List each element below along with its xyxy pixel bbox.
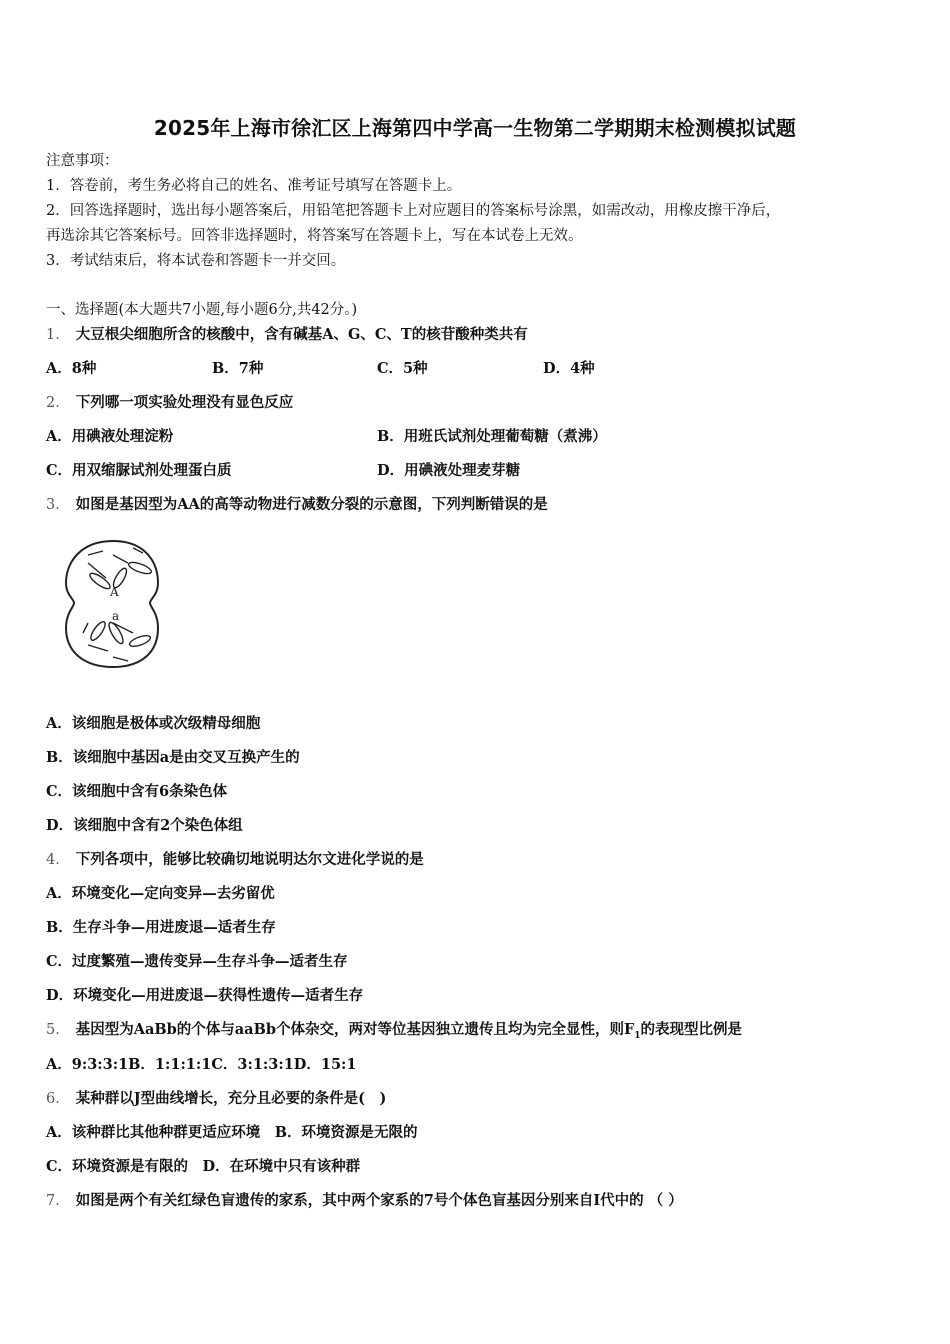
question-text: 如图是基因型为AA的高等动物进行减数分裂的示意图，下列判断错误的是 <box>75 496 548 513</box>
question-number: 6． <box>46 1091 70 1107</box>
notice-item-3: 3．考试结束后，将本试卷和答题卡一并交回。 <box>46 253 346 269</box>
upper-chromosomes <box>88 548 153 591</box>
meiosis-cell-diagram <box>58 533 168 673</box>
notice-item-2a: 2．回答选择题时，选出每小题答案后，用铅笔把答题卡上对应题目的答案标号涂黑，如需改动，用橡皮擦干净后， <box>46 203 781 219</box>
q3-option-c: C．该细胞中含有6条染色体 <box>46 783 228 800</box>
question-4 <box>46 850 424 870</box>
question-text: 大豆根尖细胞所含的核酸中，含有碱基A、G、C、T的核苷酸种类共有 <box>75 326 528 343</box>
section-heading: 一、选择题(本大题共7小题,每小题6分,共42分。) <box>46 302 358 318</box>
q6-options-ab: A．该种群比其他种群更适应环境 B．环境资源是无限的 <box>46 1124 418 1141</box>
q1-option-b: B．7种 <box>212 360 264 377</box>
question-number: 1． <box>46 327 70 343</box>
question-2 <box>46 393 293 413</box>
q4-option-a: A．环境变化—定向变异—去劣留优 <box>46 885 275 902</box>
q2-option-b: B．用班氏试剂处理葡萄糖（煮沸） <box>377 428 607 445</box>
q2-option-c: C．用双缩脲试剂处理蛋白质 <box>46 462 232 479</box>
gene-label-lower: a <box>112 609 120 623</box>
q1-option-a: A．8种 <box>46 360 97 377</box>
question-number: 2． <box>46 395 70 411</box>
q4-option-b: B．生存斗争—用进废退—适者生存 <box>46 919 276 936</box>
q2-option-a: A．用碘液处理淀粉 <box>46 428 174 445</box>
q1-option-c: C．5种 <box>377 360 428 377</box>
question-text: 如图是两个有关红绿色盲遗传的家系，其中两个家系的7号个体色盲基因分别来自I代中的 （ ） <box>75 1192 683 1209</box>
gene-label-upper: A <box>110 585 119 599</box>
notice-item-2b: 再选涂其它答案标号。回答非选择题时，将答案写在答题卡上，写在本试卷上无效。 <box>46 228 583 244</box>
q3-option-d: D．该细胞中含有2个染色体组 <box>46 817 243 834</box>
question-text: 基因型为AaBb的个体与aaBb个体杂交，两对等位基因独立遗传且均为完全显性，则F <box>75 1021 635 1038</box>
q1-option-d: D．4种 <box>543 360 595 377</box>
q6-options-cd: C．环境资源是有限的 D．在环境中只有该种群 <box>46 1158 361 1175</box>
question-text-end: 的表现型比例是 <box>640 1021 743 1038</box>
notice-heading: 注意事项： <box>46 153 119 169</box>
cell-outline <box>66 541 158 667</box>
lower-chromosomes <box>83 620 152 661</box>
page-title: 2025年上海市徐汇区上海第四中学高一生物第二学期期末检测模拟试题 <box>153 116 797 140</box>
question-number: 5． <box>46 1022 70 1038</box>
question-number: 4． <box>46 852 70 868</box>
q4-option-c: C．过度繁殖—遗传变异—生存斗争—适者生存 <box>46 953 348 970</box>
question-3 <box>46 495 548 515</box>
q2-option-d: D．用碘液处理麦芽糖 <box>377 462 521 479</box>
question-text: 下列哪一项实验处理没有显色反应 <box>75 394 294 411</box>
notice-item-1: 1．答卷前，考生务必将自己的姓名、准考证号填写在答题卡上。 <box>46 178 462 194</box>
subscript: 1 <box>634 1030 641 1041</box>
q4-option-d: D．环境变化—用进废退—获得性遗传—适者生存 <box>46 987 364 1004</box>
q3-option-a: A．该细胞是极体或次级精母细胞 <box>46 715 261 732</box>
question-1 <box>46 325 528 345</box>
q3-option-b: B．该细胞中基因a是由交叉互换产生的 <box>46 749 300 766</box>
question-number: 3． <box>46 497 70 513</box>
q5-options: A．9:3:3:1B．1:1:1:1C．3:1:3:1D．15:1 <box>46 1056 357 1073</box>
question-7 <box>46 1191 683 1211</box>
question-5 <box>46 1020 742 1046</box>
question-number: 7． <box>46 1193 70 1209</box>
question-text: 下列各项中，能够比较确切地说明达尔文进化学说的是 <box>75 851 424 868</box>
question-6 <box>46 1089 386 1109</box>
question-text: 某种群以J型曲线增长，充分且必要的条件是( ) <box>75 1090 387 1107</box>
